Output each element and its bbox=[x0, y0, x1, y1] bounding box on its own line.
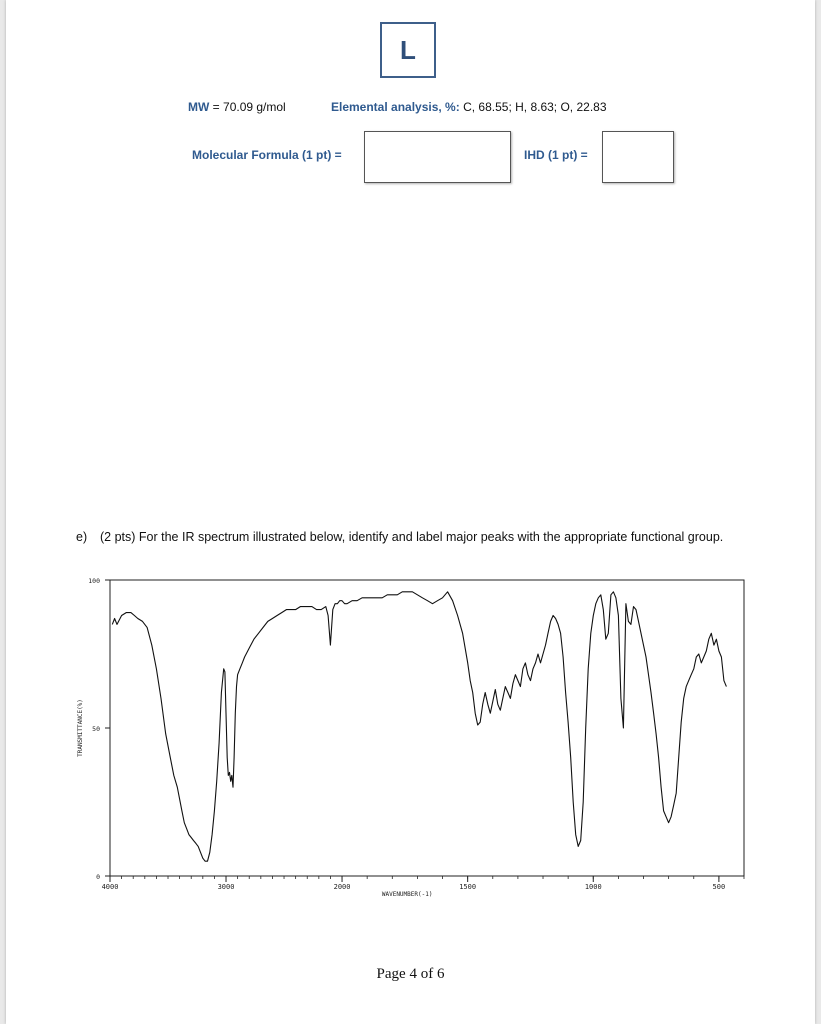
molecular-formula-label: Molecular Formula (1 pt) = bbox=[192, 148, 342, 162]
compound-label-box bbox=[380, 22, 436, 78]
plot-frame bbox=[110, 580, 744, 876]
x-tick-label-1000: 1000 bbox=[584, 883, 602, 891]
ihd-answer-box[interactable] bbox=[602, 131, 674, 183]
ir-spectrum-chart bbox=[66, 570, 756, 910]
x-axis-label: WAVENUMBER(-1) bbox=[381, 891, 433, 898]
ea-value: C, 68.55; H, 8.63; O, 22.83 bbox=[463, 100, 607, 114]
x-tick-label-2000: 2000 bbox=[333, 883, 351, 891]
document-page bbox=[6, 0, 815, 1024]
x-tick-label-500: 500 bbox=[712, 883, 726, 891]
page-number: Page 4 of 6 bbox=[376, 966, 445, 982]
compound-label: L bbox=[400, 34, 416, 65]
question-text: (2 pts) For the IR spectrum illustrated below, identify and label major peaks with the appropriate functional group. bbox=[100, 530, 724, 544]
mw-label: MW bbox=[188, 100, 210, 114]
x-tick-label-3000: 3000 bbox=[217, 883, 235, 891]
elemental-analysis bbox=[331, 100, 607, 114]
question-e bbox=[76, 530, 756, 545]
y-tick-label-50: 50 bbox=[92, 725, 100, 733]
spectrum-line-0 bbox=[112, 592, 726, 861]
molecular-weight bbox=[188, 100, 286, 114]
x-tick-label-1500: 1500 bbox=[459, 883, 477, 891]
molecular-formula-answer-box[interactable] bbox=[364, 131, 511, 183]
x-tick-label-4000: 4000 bbox=[101, 883, 119, 891]
y-tick-label-0: 0 bbox=[96, 873, 100, 881]
question-label: e) bbox=[76, 530, 88, 544]
y-axis-label: TRANSMITTANCE(%) bbox=[77, 699, 84, 757]
ea-label: Elemental analysis, %: bbox=[331, 100, 460, 114]
ihd-label: IHD (1 pt) = bbox=[524, 148, 588, 162]
mw-value: = 70.09 g/mol bbox=[212, 100, 286, 114]
y-tick-label-100: 100 bbox=[88, 577, 100, 585]
